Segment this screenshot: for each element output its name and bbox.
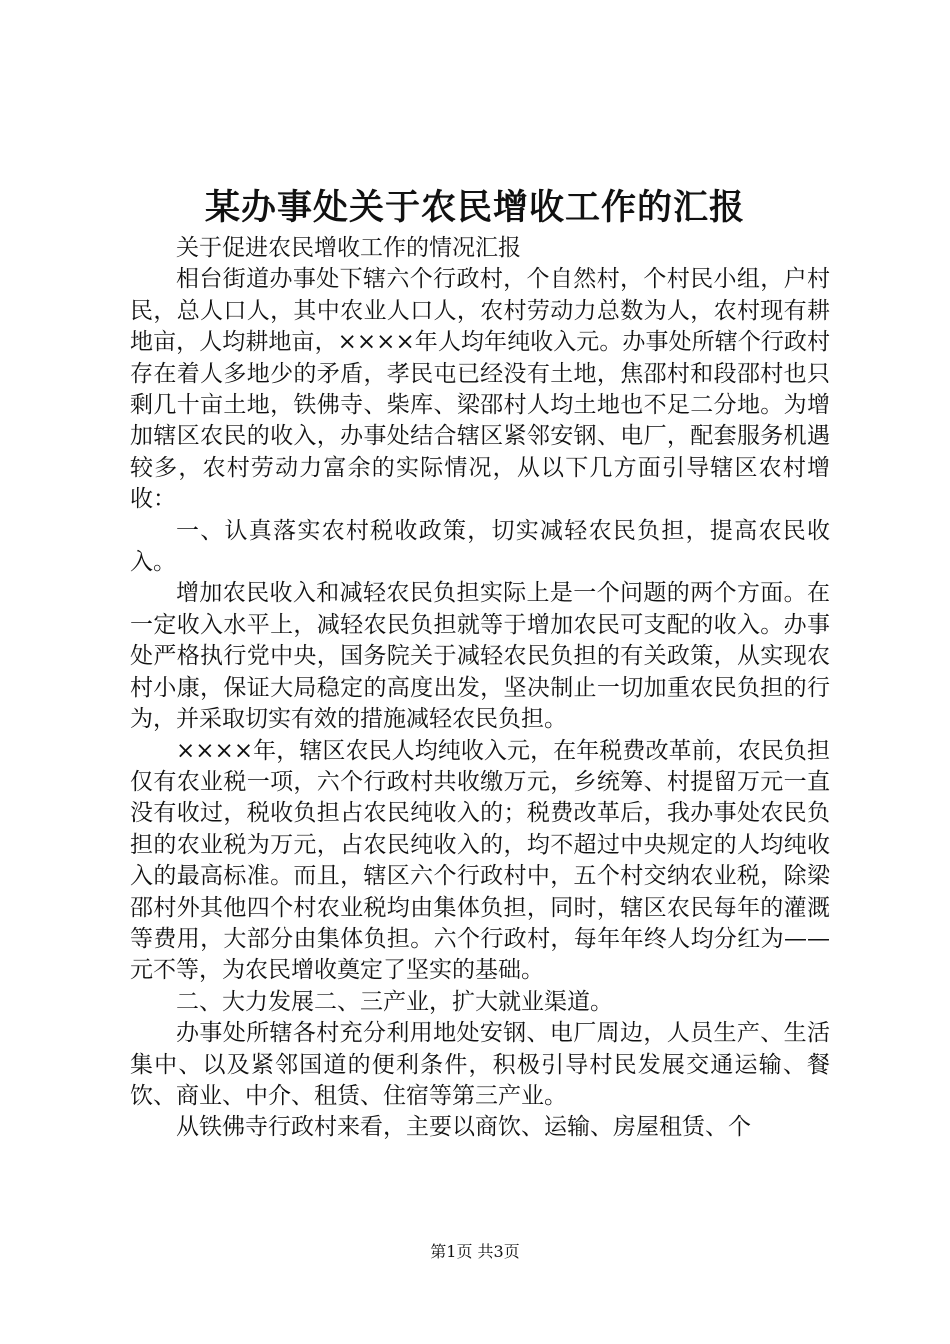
document-body [130, 233, 830, 1144]
paragraph: ××××年，辖区农民人均纯收入元，在年税费改革前，农民负担仅有农业税一项，六个行政村共收缴万元，乡统筹、村提留万元一直没有收过，税收负担占农民纯收入的；税费改革后，我办事处农民负担的农业税为万元，占农民纯收入的，均不超过中央规定的人均纯收入的最高标准。而且，辖区六个行政村中，五个村交纳农业税，除梁邵村外其他四个村农业税均由集体负担，同时，辖区农民每年的灌溉等费用，大部分由集体负担。六个行政村，每年年终人均分红为——元不等，为农民增收奠定了坚实的基础。 [130, 737, 830, 984]
section-heading: 一、认真落实农村税收政策，切实减轻农民负担，提高农民收入。 [130, 517, 830, 576]
paragraph: 相台街道办事处下辖六个行政村，个自然村，个村民小组，户村民，总人口人，其中农业人口人，农村劳动力总数为人，农村现有耕地亩，人均耕地亩，××××年人均年纯收入元。办事处所辖个行政村存在着人多地少的矛盾，孝民屯已经没有土地，焦邵村和段邵村也只剩几十亩土地，铁佛寺、柴库、梁邵村人均土地也不足二分地。为增加辖区农民的收入，办事处结合辖区紧邻安钢、电厂，配套服务机遇较多，农村劳动力富余的实际情况，从以下几方面引导辖区农村增收： [130, 266, 830, 513]
paragraph: 从铁佛寺行政村来看，主要以商饮、运输、房屋租赁、个 [176, 1114, 751, 1141]
paragraph: 办事处所辖各村充分利用地处安钢、电厂周边，人员生产、生活集中、以及紧邻国道的便利条件，积极引导村民发展交通运输、餐饮、商业、中介、租赁、住宿等第三产业。 [130, 1020, 830, 1109]
document-title: 某办事处关于农民增收工作的汇报 [204, 187, 745, 228]
section-heading: 二、大力发展二、三产业，扩大就业渠道。 [176, 988, 613, 1015]
paragraph-subtitle: 关于促进农民增收工作的情况汇报 [176, 235, 521, 261]
paragraph: 增加农民收入和减轻农民负担实际上是一个问题的两个方面。在一定收入水平上，减轻农民负担就等于增加农民可支配的收入。办事处严格执行党中央，国务院关于减轻农民负担的有关政策，从实现农村小康，保证大局稳定的高度出发，坚决制止一切加重农民负担的行为，并采取切实有效的措施减轻农民负担。 [130, 580, 830, 733]
page-number-footer: 第1页 共3页 [430, 1242, 520, 1261]
